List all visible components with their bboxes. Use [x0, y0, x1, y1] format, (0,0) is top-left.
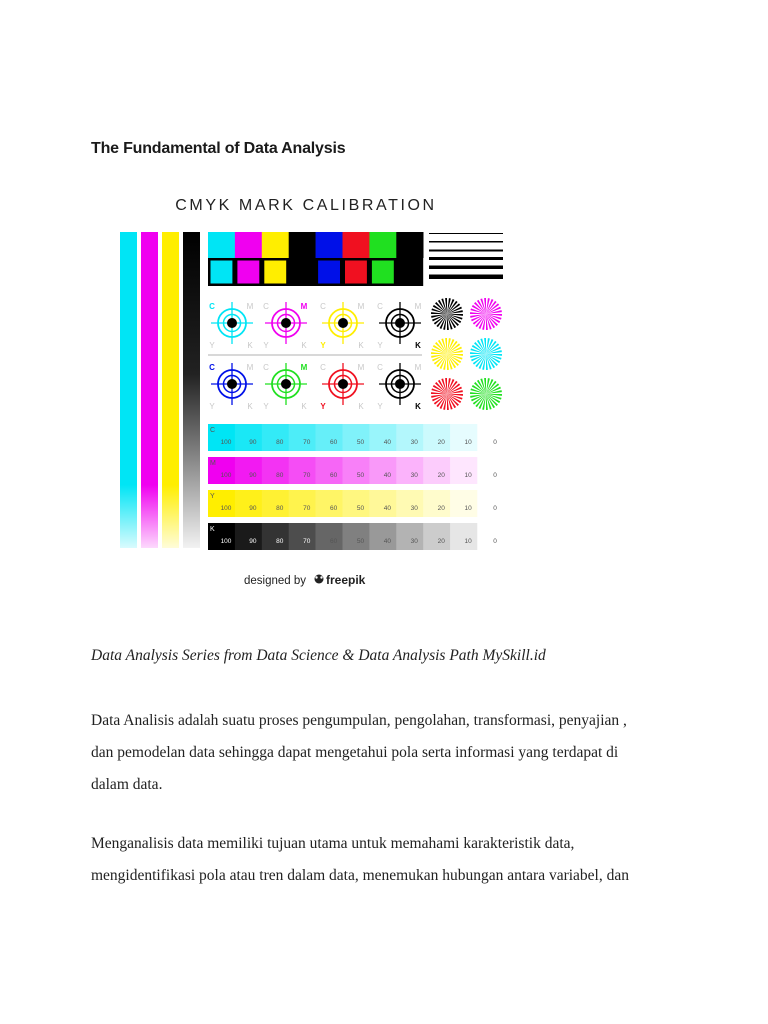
tint-cell: [289, 457, 316, 484]
tint-ramp-row: [208, 457, 497, 484]
target-corner-label: C: [377, 363, 383, 372]
target-corner-label: Y: [263, 402, 269, 411]
ramp-tick-label: 90: [249, 538, 257, 545]
tint-cell: [396, 523, 423, 550]
ramp-tick-label: 0: [493, 439, 497, 446]
target-corner-label: M: [300, 302, 308, 311]
tint-cell: [262, 457, 289, 484]
ramp-tick-label: 80: [276, 505, 284, 512]
color-strip: [162, 232, 179, 548]
ramp-tick-label: 0: [493, 538, 497, 545]
ramp-tick-label: 50: [356, 538, 365, 545]
tint-cell: [235, 490, 262, 517]
ramp-tick-label: 50: [356, 505, 365, 512]
pattern-line: [429, 266, 503, 270]
tint-cell: [235, 424, 262, 451]
tint-cell: [423, 490, 450, 517]
tint-cell: [396, 490, 423, 517]
target-corner-label: Y: [377, 402, 383, 411]
target-corner-label: K: [358, 341, 364, 350]
target-corner-label: C: [263, 302, 269, 311]
target-corner-label: C: [263, 363, 269, 372]
target-corner-label: C: [209, 363, 215, 372]
target-corner-label: K: [301, 402, 307, 411]
registration-target-icon: [320, 302, 365, 350]
registration-target-icon: [209, 302, 254, 350]
inner-swatch: [345, 260, 368, 284]
tint-cell: [450, 490, 477, 517]
color-swatch: [369, 232, 396, 258]
tint-cell: [423, 424, 450, 451]
starburst-icon: [470, 338, 502, 370]
tint-cell: [369, 424, 396, 451]
ramp-tick-label: 20: [437, 439, 445, 446]
target-corner-label: C: [320, 363, 326, 372]
ramp-letter: K: [210, 526, 215, 533]
tint-cell: [262, 490, 289, 517]
pattern-line: [429, 233, 503, 234]
color-swatch: [289, 232, 316, 258]
color-swatch: [235, 232, 262, 258]
inner-swatch: [237, 260, 260, 284]
gray-gradient-strip: [183, 232, 200, 548]
ramp-tick-label: 90: [249, 472, 257, 479]
tint-cell: [343, 523, 370, 550]
target-corner-label: Y: [209, 402, 215, 411]
pattern-line: [429, 257, 503, 260]
paragraph-line: Data Analisis adalah suatu proses pengumpulan, pengolahan, transformasi, penyajian ,: [91, 712, 627, 729]
ramp-tick-label: 40: [383, 472, 392, 479]
ramp-tick-label: 70: [303, 439, 311, 446]
ramp-tick-label: 100: [220, 472, 232, 479]
tint-ramps: [208, 424, 497, 550]
ramp-tick-label: 0: [493, 472, 497, 479]
target-corner-label: K: [415, 402, 421, 411]
ramp-tick-label: 80: [276, 472, 284, 479]
tint-cell: [262, 424, 289, 451]
tint-ramp-row: [208, 424, 497, 451]
freepik-logo-icon: [315, 575, 324, 584]
pattern-line: [429, 250, 503, 252]
paragraph-line: dan pemodelan data sehingga dapat mengetahui pola serta informasi yang terdapat di: [91, 744, 619, 761]
paragraph-line: dalam data.: [91, 776, 163, 793]
tint-ramp-row: [208, 490, 497, 517]
inner-swatch: [318, 260, 341, 284]
ramp-letter: C: [210, 427, 216, 434]
ramp-tick-label: 40: [383, 538, 392, 545]
tint-cell: [316, 457, 343, 484]
registration-target-icon: [377, 363, 422, 411]
tint-cell: [235, 523, 262, 550]
paragraph-line: Menganalisis data memiliki tujuan utama untuk memahami karakteristik data,: [91, 835, 575, 852]
target-corner-label: M: [300, 363, 308, 372]
inner-swatch: [398, 260, 421, 284]
ramp-tick-label: 60: [329, 439, 338, 446]
target-corner-label: K: [358, 402, 364, 411]
target-corner-label: M: [357, 302, 365, 311]
registration-target-icon: [377, 302, 422, 350]
ramp-tick-label: 20: [437, 505, 445, 512]
pattern-line: [429, 275, 503, 280]
tint-cell: [396, 457, 423, 484]
tint-ramp-row: [208, 523, 497, 550]
tint-cell: [316, 490, 343, 517]
ramp-tick-label: 20: [437, 538, 445, 545]
color-swatch-grid: [208, 232, 424, 286]
ramp-tick-label: 90: [249, 505, 257, 512]
tint-cell: [316, 523, 343, 550]
inner-swatch: [291, 260, 314, 284]
target-corner-label: K: [301, 341, 307, 350]
tint-cell: [369, 457, 396, 484]
starburst-icon: [431, 298, 463, 330]
tint-cell: [369, 523, 396, 550]
target-corner-label: M: [246, 363, 254, 372]
target-corner-label: Y: [377, 341, 383, 350]
pattern-line: [429, 241, 503, 243]
registration-target-icon: [320, 363, 365, 411]
ramp-tick-label: 40: [383, 439, 392, 446]
ramp-tick-label: 40: [383, 505, 392, 512]
tint-cell: [235, 457, 262, 484]
ramp-tick-label: 50: [356, 472, 365, 479]
ramp-tick-label: 30: [410, 505, 418, 512]
ramp-tick-label: 60: [329, 538, 338, 545]
target-corner-label: Y: [209, 341, 215, 350]
ramp-tick-label: 30: [410, 472, 418, 479]
inner-swatch: [264, 260, 287, 284]
color-swatch: [396, 232, 423, 258]
tint-cell: [450, 424, 477, 451]
inner-swatch: [210, 260, 233, 284]
ramp-tick-label: 30: [410, 538, 418, 545]
tint-cell: [289, 490, 316, 517]
paragraph-1: [91, 705, 691, 801]
paragraph-line: mengidentifikasi pola atau tren dalam data, menemukan hubungan antara variabel, dan: [91, 867, 629, 884]
target-corner-label: M: [414, 363, 422, 372]
figure-heading: CMYK MARK CALIBRATION: [175, 197, 437, 214]
color-swatch: [316, 232, 343, 258]
ramp-tick-label: 10: [464, 472, 472, 479]
target-corner-label: Y: [320, 341, 326, 350]
ramp-tick-label: 100: [220, 439, 232, 446]
ramp-tick-label: 80: [276, 439, 284, 446]
tint-cell: [289, 523, 316, 550]
horizontal-line-pattern: [429, 233, 503, 279]
tint-cell: [289, 424, 316, 451]
credit-prefix: designed by: [244, 575, 307, 587]
color-swatch: [208, 232, 235, 258]
target-corner-label: M: [357, 363, 365, 372]
ramp-tick-label: 90: [249, 439, 257, 446]
tint-cell: [450, 523, 477, 550]
target-corner-label: M: [414, 302, 422, 311]
ramp-tick-label: 60: [329, 505, 338, 512]
target-corner-label: C: [377, 302, 383, 311]
vertical-color-strips: [120, 232, 200, 548]
starburst-icon: [470, 298, 502, 330]
starburst-icon: [431, 338, 463, 370]
registration-targets: [208, 302, 422, 411]
starburst-icon: [470, 378, 502, 410]
page-title: The Fundamental of Data Analysis: [91, 140, 346, 157]
tint-cell: [316, 424, 343, 451]
target-corner-label: K: [247, 341, 253, 350]
paragraph-2: [91, 828, 691, 892]
ramp-tick-label: 10: [464, 538, 472, 545]
ramp-tick-label: 70: [303, 472, 311, 479]
credit-brand: freepik: [326, 573, 366, 587]
ramp-tick-label: 100: [220, 505, 232, 512]
ramp-letter: Y: [210, 493, 215, 500]
tint-cell: [423, 457, 450, 484]
color-strip: [120, 232, 137, 548]
target-corner-label: K: [247, 402, 253, 411]
target-corner-label: M: [246, 302, 254, 311]
tint-cell: [343, 490, 370, 517]
tint-cell: [450, 457, 477, 484]
freepik-credit: [244, 573, 366, 587]
ramp-tick-label: 20: [437, 472, 445, 479]
ramp-tick-label: 50: [356, 439, 365, 446]
tint-cell: [262, 523, 289, 550]
tint-cell: [369, 490, 396, 517]
ramp-letter: M: [210, 460, 216, 467]
color-swatch: [343, 232, 370, 258]
registration-target-icon: [263, 302, 308, 350]
figure-caption: Data Analysis Series from Data Science & Data Analysis Path MySkill.id: [91, 647, 546, 664]
color-swatch: [262, 232, 289, 258]
starburst-icon: [431, 378, 463, 410]
inner-swatch: [371, 260, 394, 284]
target-corner-label: C: [209, 302, 215, 311]
ramp-tick-label: 70: [303, 538, 311, 545]
tint-cell: [343, 424, 370, 451]
target-corner-label: K: [415, 341, 421, 350]
ramp-tick-label: 10: [464, 439, 472, 446]
registration-target-icon: [209, 363, 254, 411]
tint-cell: [396, 424, 423, 451]
ramp-tick-label: 70: [303, 505, 311, 512]
cmyk-calibration-figure: [110, 188, 510, 598]
registration-target-icon: [263, 363, 308, 411]
ramp-tick-label: 100: [220, 538, 232, 545]
ramp-tick-label: 60: [329, 472, 338, 479]
target-corner-label: Y: [320, 402, 326, 411]
target-corner-label: C: [320, 302, 326, 311]
starburst-patterns: [431, 298, 502, 410]
ramp-tick-label: 30: [410, 439, 418, 446]
ramp-tick-label: 10: [464, 505, 472, 512]
color-strip: [141, 232, 158, 548]
ramp-tick-label: 80: [276, 538, 284, 545]
tint-cell: [423, 523, 450, 550]
ramp-tick-label: 0: [493, 505, 497, 512]
tint-cell: [343, 457, 370, 484]
target-corner-label: Y: [263, 341, 269, 350]
